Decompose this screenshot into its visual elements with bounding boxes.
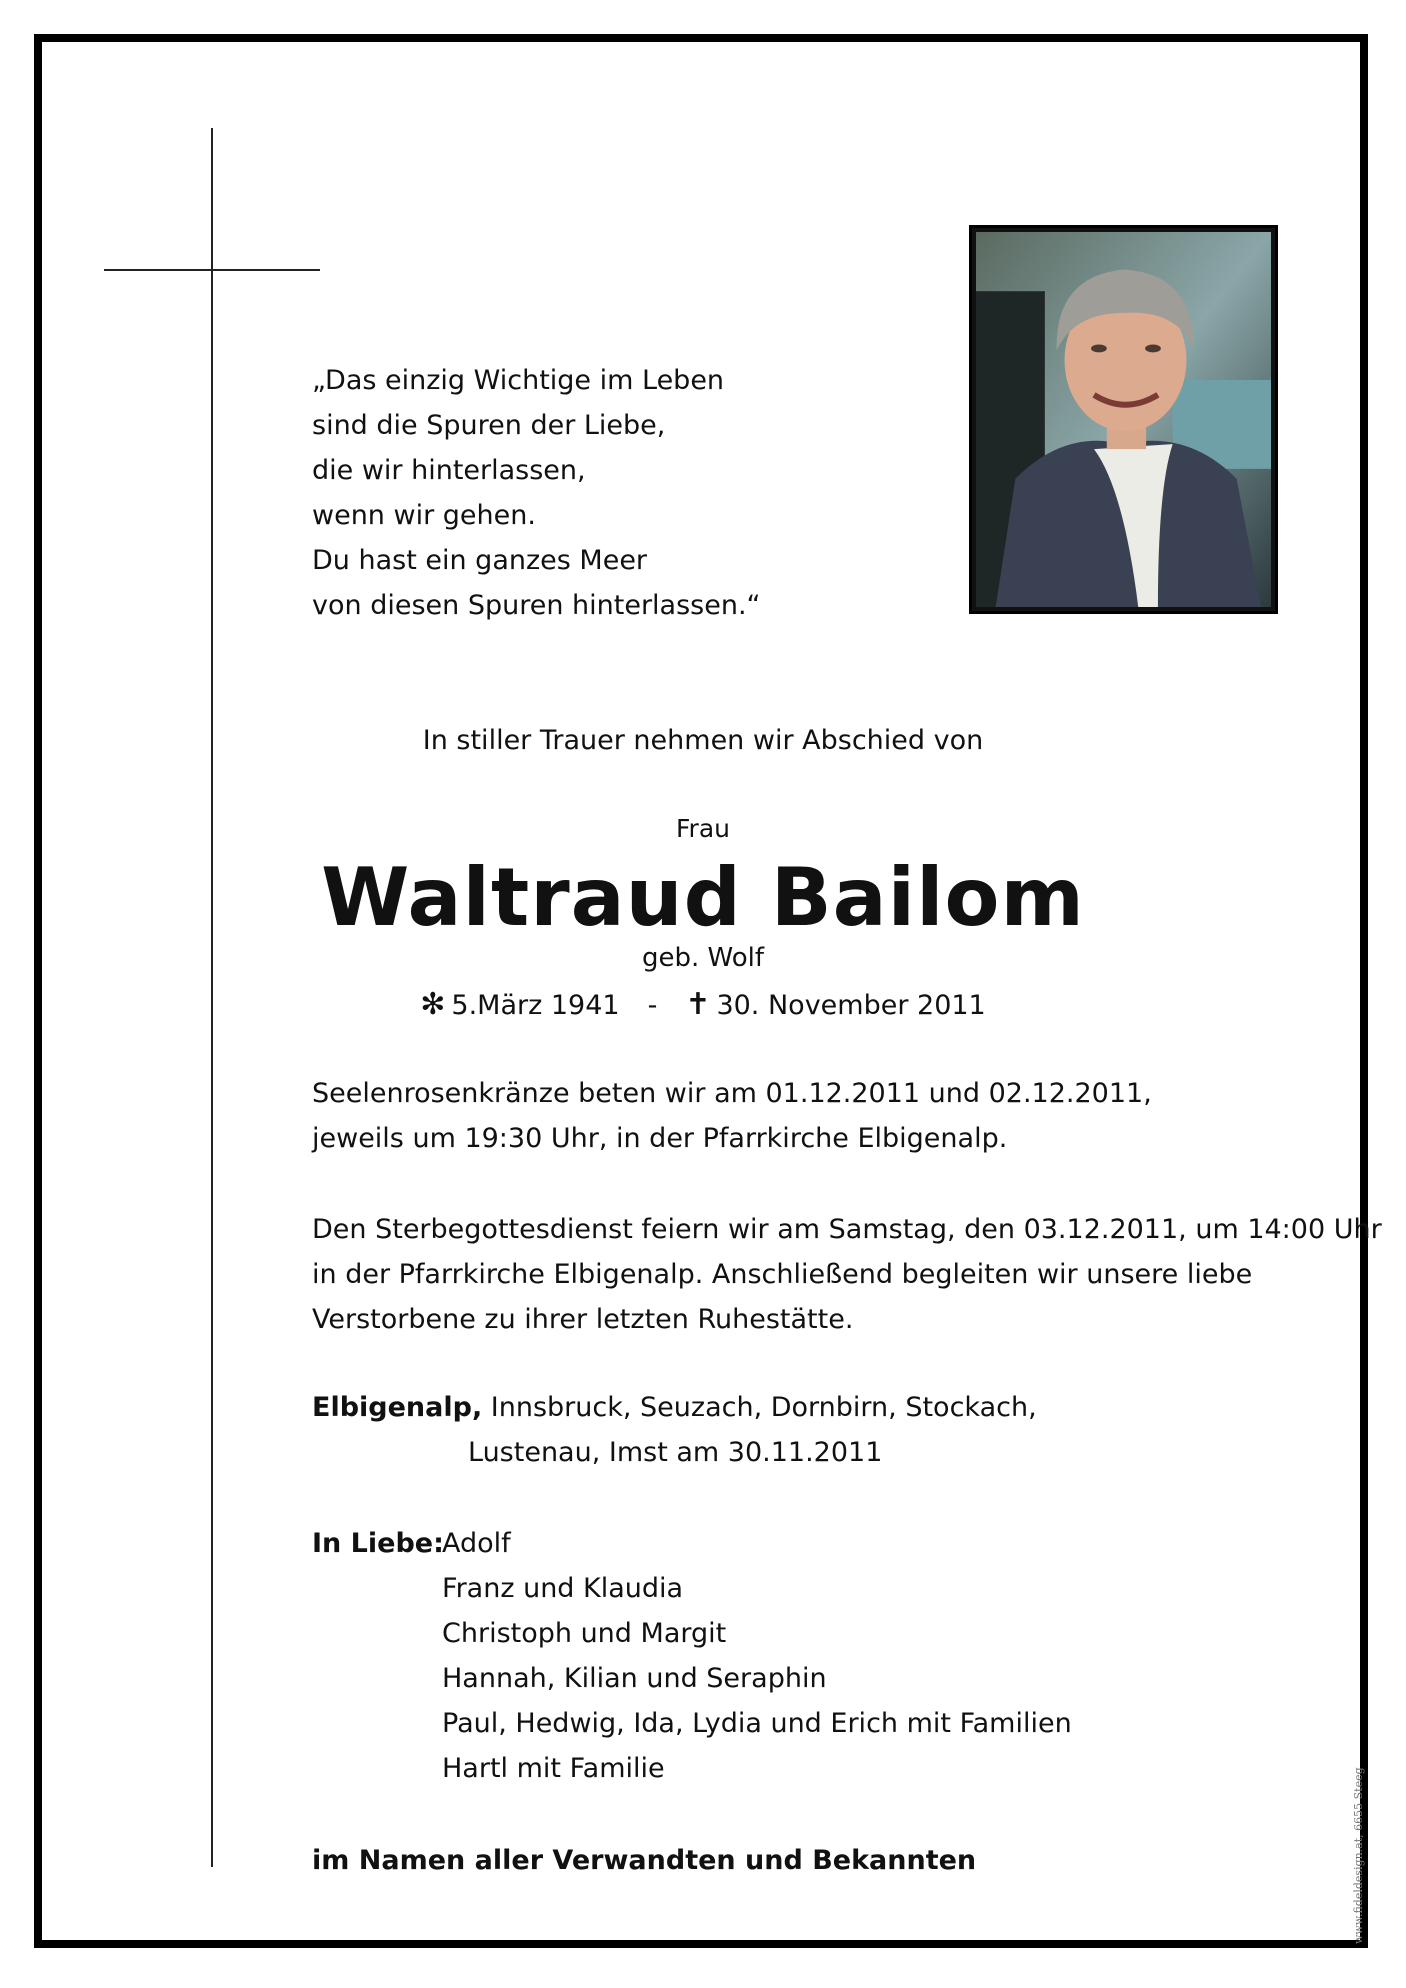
date-separator: - (647, 990, 658, 1021)
life-dates (0, 982, 1406, 1028)
maiden-name: geb. Wolf (641, 943, 764, 973)
quote-line: Du hast ein ganzes Meer (312, 545, 648, 576)
portrait-photo (969, 225, 1278, 614)
family-name-item: Hartl mit Familie (442, 1753, 665, 1784)
mourning-intro: In stiller Trauer nehmen wir Abschied von (422, 725, 984, 756)
other-places: Innsbruck, Seuzach, Dornbirn, Stockach, (482, 1392, 1037, 1423)
rosary-line: jeweils um 19:30 Uhr, in der Pfarrkirche Elbigenalp. (312, 1123, 1008, 1154)
quote-line: von diesen Spuren hinterlassen.“ (312, 590, 761, 621)
places-line (312, 1385, 1037, 1430)
funeral-line: in der Pfarrkirche Elbigenalp. Anschließend begleiten wir unsere liebe (312, 1259, 1253, 1290)
main-place: Elbigenalp, (312, 1392, 483, 1423)
funeral-notice (312, 1207, 1382, 1342)
deceased-name: Waltraud Bailom (321, 851, 1085, 944)
death-cross-icon: ✝ (685, 987, 711, 1022)
quote-line: wenn wir gehen. (312, 500, 536, 531)
places-and-date (312, 1385, 1037, 1475)
family-name-item: Adolf (442, 1528, 511, 1559)
rosary-notice (312, 1071, 1152, 1161)
places-line: Lustenau, Imst am 30.11.2011 (468, 1437, 883, 1468)
quote-line: sind die Spuren der Liebe, (312, 410, 666, 441)
birth-star-icon: ✻ (420, 987, 446, 1022)
family-name-item: Franz und Klaudia (442, 1573, 684, 1604)
quote-line: die wir hinterlassen, (312, 455, 586, 486)
salutation: Frau (675, 814, 730, 843)
cross-horizontal-bar (104, 269, 320, 271)
printer-imprint: www.fideldesign.at, 6655 Steeg (1352, 1767, 1365, 1944)
funeral-line: Den Sterbegottesdienst feiern wir am Samstag, den 03.12.2011, um 14:00 Uhr (312, 1214, 1382, 1245)
portrait-image (976, 232, 1271, 607)
closing-line: im Namen aller Verwandten und Bekannten (312, 1845, 977, 1876)
family-name-item: Christoph und Margit (442, 1618, 727, 1649)
memorial-quote (312, 358, 761, 628)
family-names (442, 1521, 1072, 1791)
birth-date: 5.März 1941 (451, 990, 620, 1021)
family-name-item: Hannah, Kilian und Seraphin (442, 1663, 827, 1694)
family-label: In Liebe: (312, 1528, 444, 1559)
rosary-line: Seelenrosenkränze beten wir am 01.12.2011 und 02.12.2011, (312, 1078, 1152, 1109)
funeral-line: Verstorbene zu ihrer letzten Ruhestätte. (312, 1304, 854, 1335)
family-name-item: Paul, Hedwig, Ida, Lydia und Erich mit Familien (442, 1708, 1072, 1739)
quote-line: „Das einzig Wichtige im Leben (312, 365, 725, 396)
death-date: 30. November 2011 (716, 990, 986, 1021)
